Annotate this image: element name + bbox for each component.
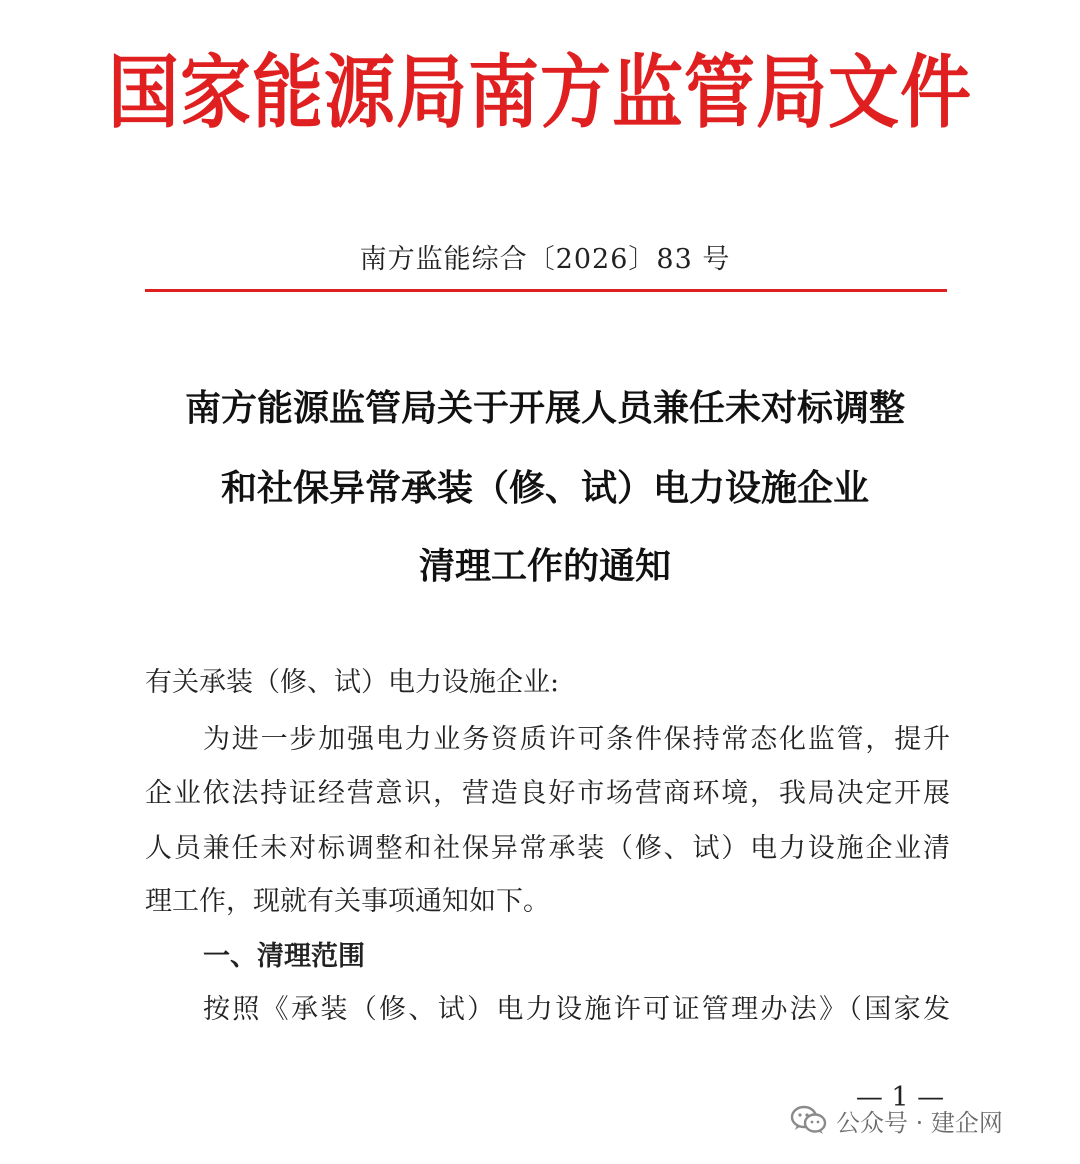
salutation: 有关承装（修、试）电力设施企业: <box>145 667 560 698</box>
paragraph-1-line-4: 理工作，现就有关事项通知如下。 <box>145 886 550 917</box>
section-1-heading: 一、清理范围 <box>203 941 365 972</box>
notice-title-line-2: 和社保异常承装（修、试）电力设施企业 <box>220 467 869 509</box>
red-separator-line <box>145 289 947 292</box>
notice-title-line-1: 南方能源监管局关于开展人员兼任未对标调整 <box>184 387 905 429</box>
page-number: — 1 — <box>855 1082 945 1113</box>
wechat-watermark <box>790 1100 1003 1140</box>
paragraph-1-line-2: 企业依法持证经营意识，营造良好市场营商环境，我局决定开展 <box>145 778 950 809</box>
watermark-text: 公众号 · 建企网 <box>836 1108 1003 1137</box>
paragraph-1-line-3: 人员兼任未对标调整和社保异常承装（修、试）电力设施企业清 <box>145 833 950 864</box>
paragraph-1-line-1: 为进一步加强电力业务资质许可条件保持常态化监管，提升 <box>203 724 950 755</box>
notice-title-line-3: 清理工作的通知 <box>418 545 671 587</box>
paragraph-2-line-1: 按照《承装（修、试）电力设施许可证管理办法》（国家发 <box>203 994 950 1025</box>
issuer-red-header: 国家能源局南方监管局文件 <box>107 45 972 139</box>
wechat-icon <box>790 1104 828 1136</box>
document-number: 南方监能综合〔2026〕83 号 <box>359 244 731 275</box>
